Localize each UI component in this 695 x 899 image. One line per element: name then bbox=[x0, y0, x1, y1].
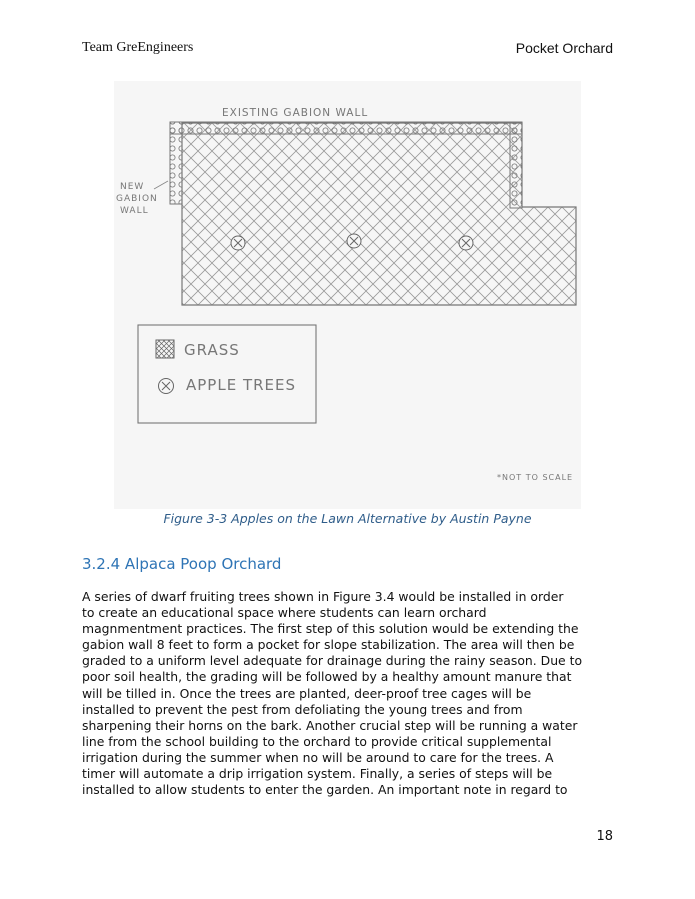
legend-grass-label: GRASS bbox=[184, 341, 240, 359]
figure-sketch bbox=[114, 81, 581, 509]
new-wall-label-line3: WALL bbox=[120, 206, 149, 216]
existing-wall-label: EXISTING GABION WALL bbox=[222, 107, 369, 119]
section-body bbox=[82, 589, 622, 798]
body-line: sharpening their horns on the bark. Another crucial step will be running a water bbox=[82, 717, 578, 733]
body-line: irrigation during the summer when no will be around to care for the trees. A bbox=[82, 749, 554, 765]
existing-gabion-wall-right bbox=[510, 122, 522, 208]
body-line: will be tilled in. Once the trees are planted, deer-proof tree cages will be bbox=[82, 685, 532, 701]
header-team-name: Team GreEngineers bbox=[82, 40, 194, 55]
site-plan-drawing bbox=[114, 81, 581, 509]
body-line: installed to allow students to enter the garden. An important note in regard to bbox=[82, 782, 568, 798]
body-line: installed to prevent the pest from defoliating the young trees and from bbox=[82, 701, 523, 717]
new-wall-label-line1: NEW bbox=[120, 182, 145, 192]
legend-trees-label: APPLE TREES bbox=[186, 376, 297, 394]
body-line: magnmentment practices. The first step of this solution would be extending the bbox=[82, 621, 579, 637]
body-line: gabion wall 8 feet to form a pocket for slope stabilization. The area will then be bbox=[82, 637, 575, 653]
body-line: A series of dwarf fruiting trees shown in Figure 3.4 would be installed in order bbox=[82, 589, 564, 604]
body-line: graded to a uniform level adequate for drainage during the rainy season. Due to bbox=[82, 653, 583, 669]
figure-caption: Figure 3-3 Apples on the Lawn Alternative by Austin Payne bbox=[163, 511, 532, 526]
apple-tree-marker bbox=[231, 236, 245, 250]
section-heading: 3.2.4 Alpaca Poop Orchard bbox=[82, 555, 282, 573]
page-number: 18 bbox=[596, 829, 613, 844]
legend-grass-swatch bbox=[156, 340, 174, 358]
header-document-title: Pocket Orchard bbox=[515, 40, 613, 56]
not-to-scale-note: *NOT TO SCALE bbox=[497, 473, 574, 482]
existing-gabion-wall bbox=[170, 122, 522, 134]
body-line: line from the school building to the orchard to provide critical supplemental bbox=[82, 733, 552, 749]
body-line: to create an educational space where students can learn orchard bbox=[82, 605, 487, 621]
body-line: timer will automate a drip irrigation system. Finally, a series of steps will be bbox=[82, 766, 553, 782]
new-gabion-wall bbox=[170, 122, 182, 204]
apple-tree-marker bbox=[459, 236, 473, 250]
new-wall-label-line2: GABION bbox=[116, 194, 158, 204]
body-line: poor soil health, the grading will be followed by a healthy amount manure that bbox=[82, 669, 572, 685]
legend-tree-symbol bbox=[159, 379, 174, 394]
apple-tree-marker bbox=[347, 234, 361, 248]
